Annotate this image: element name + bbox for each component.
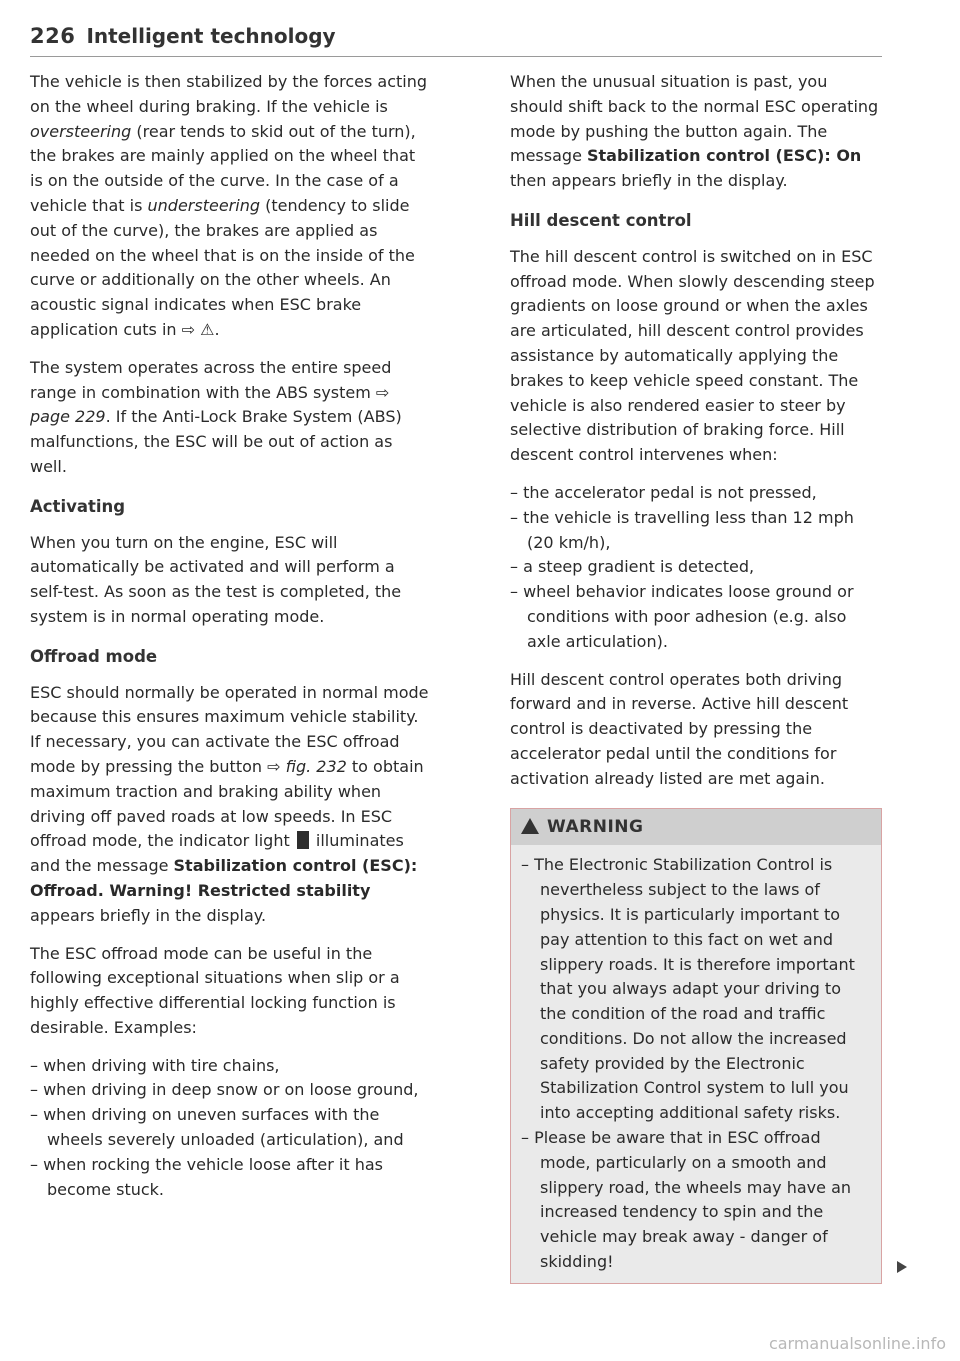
warning-item: – Please be aware that in ESC offroad mode, particularly on a smooth and slippery road, the wheels may have an increased tendency to spin and the vehicle may break away - danger of skidding! xyxy=(521,1128,852,1272)
figure-reference-link[interactable]: ⇨ fig. 232 xyxy=(267,756,347,776)
list-item: – when driving with tire chains, xyxy=(30,1055,280,1075)
paragraph-shift-back: When the unusual situation is past, you should shift back to the normal ESC operating mode by pushing the button again. The message Stabilization control (ESC): On then appears briefly in the display. xyxy=(510,72,879,191)
watermark: carmanualsonline.info xyxy=(768,1334,946,1353)
heading-offroad-mode: Offroad mode xyxy=(30,646,158,666)
offroad-message: Stabilization control (ESC): Offroad. Warning! Restricted stability xyxy=(30,856,418,900)
list-item: – wheel behavior indicates loose ground or conditions with poor adhesion (e.g. also axle articulation). xyxy=(510,582,854,651)
paragraph-speed-range: The system operates across the entire speed range in combination with the ABS system ⇨ page 229. If the Anti-Lock Brake System (ABS) malfunctions, the ESC will be out of action as well. xyxy=(30,357,402,476)
right-column xyxy=(510,70,882,1284)
page-number: 226 xyxy=(30,24,76,48)
list-item: – when driving in deep snow or on loose ground, xyxy=(30,1080,419,1100)
list-item: – when rocking the vehicle loose after it has become stuck. xyxy=(30,1154,384,1199)
warning-header xyxy=(511,808,881,846)
warning-triangle-icon xyxy=(521,818,539,834)
warning-item: – The Electronic Stabilization Control is nevertheless subject to the laws of physics. It is particularly important to pay attention to this fact on wet and slippery roads. It is therefore important that you always adapt your driving to the condition of the road and traffic conditions. Do not allow the increased safety provided by the Electronic Stabilization Control system to lull you into accepting additional safety risks. xyxy=(521,855,855,1123)
warning-title: WARNING xyxy=(547,816,644,837)
list-item: – a steep gradient is detected, xyxy=(510,557,755,577)
esc-on-message: Stabilization control (ESC): On xyxy=(587,146,862,166)
warning-body xyxy=(511,845,881,1283)
list-item: – when driving on uneven surfaces with the wheels severely unloaded (articulation), and xyxy=(30,1105,404,1150)
paragraph-stabilization: The vehicle is then stabilized by the forces acting on the wheel during braking. If the vehicle is oversteering (rear tends to skid out of the turn), the brakes are mainly applied on the wheel that is on the outside of the curve. In the case of a vehicle that is understeering (tendency to slide out of the curve), the brakes are applied as needed on the wheel that is on the inside of the curve or additionally on the other wheels. An acoustic signal indicates when ESC brake application cuts in ⇨ ⚠. xyxy=(30,72,428,339)
page-reference-link[interactable]: ⇨ page 229 xyxy=(30,382,390,427)
paragraph-hill-descent: The hill descent control is switched on in ESC offroad mode. When slowly descending steep gradients on loose ground or when the axles are articulated, hill descent control provides assistance by automatically applying the brakes to keep vehicle speed constant. The vehicle is also rendered easier to steer by selective distribution of braking force. Hill descent control intervenes when: xyxy=(510,246,875,465)
heading-hill-descent: Hill descent control xyxy=(510,210,692,230)
examples-list xyxy=(30,1054,432,1203)
continue-arrow-icon xyxy=(897,1261,907,1273)
paragraph-offroad: ESC should normally be operated in normal mode because this ensures maximum vehicle stability. If necessary, you can activate the ESC offroad mode by pressing the button ⇨ fig. 232 to obtain maximum traction and braking ability when driving off paved roads at low speeds. In ESC offroad mode, the indicator light illuminates and the message Stabilization control (ESC): Offroad. Warning! Restricted stability appears briefly in the display. xyxy=(30,682,429,925)
paragraph-hill-reverse: Hill descent control operates both driving forward and in reverse. Active hill descent control is deactivated by pressing the accelerator pedal until the conditions for activation already listed are met again. xyxy=(510,669,849,788)
term-understeering: understeering xyxy=(147,195,260,215)
esc-indicator-light-icon xyxy=(297,831,309,849)
paragraph-examples: The ESC offroad mode can be useful in the following exceptional situations when slip or a highly effective differential locking function is desirable. Examples: xyxy=(30,943,400,1037)
list-item: – the vehicle is travelling less than 12 mph (20 km/h), xyxy=(510,507,854,552)
conditions-list xyxy=(510,481,882,655)
heading-activating: Activating xyxy=(30,496,126,516)
paragraph-activating: When you turn on the engine, ESC will automatically be activated and will perform a self-test. As soon as the test is completed, the system is in normal operating mode. xyxy=(30,532,402,626)
warning-box xyxy=(510,808,882,1284)
warning-list xyxy=(521,853,869,1275)
list-item: – the accelerator pedal is not pressed, xyxy=(510,482,817,502)
section-title: Intelligent technology xyxy=(86,24,336,48)
term-oversteering: oversteering xyxy=(30,121,132,141)
page-header xyxy=(30,24,882,57)
left-column xyxy=(30,70,432,1215)
